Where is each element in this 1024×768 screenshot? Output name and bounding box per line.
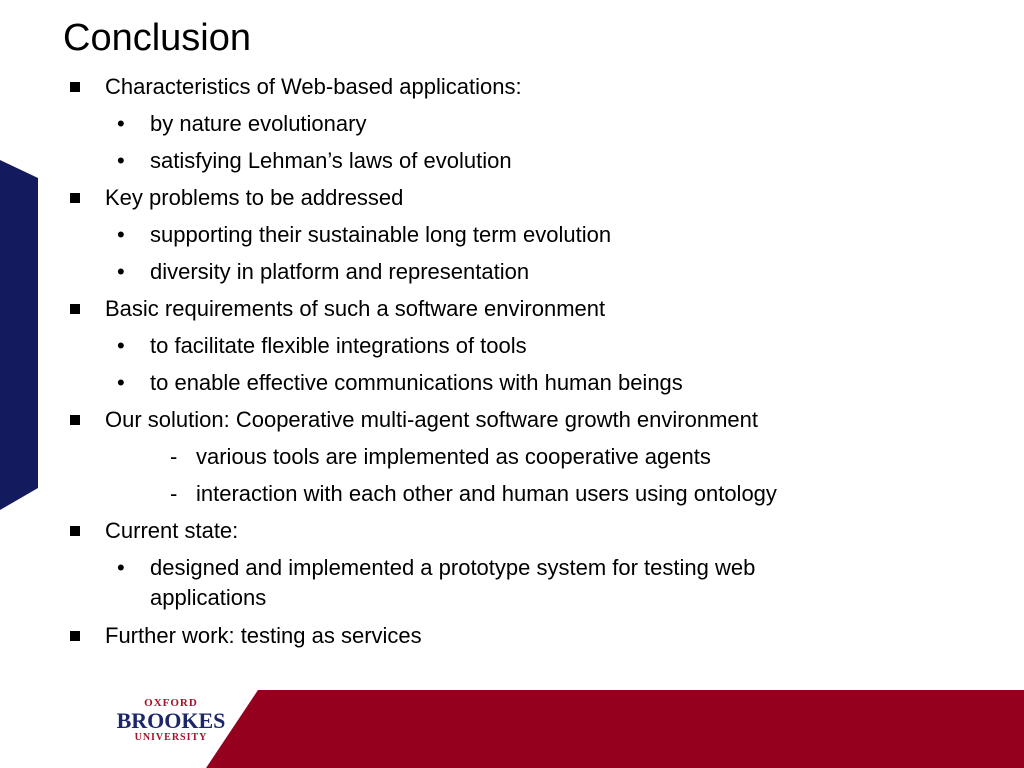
bullet-text: diversity in platform and representation (150, 259, 530, 284)
bullet-text: Key problems to be addressed (105, 185, 404, 210)
bullet-text: by nature evolutionary (150, 111, 367, 136)
bullet-text: Our solution: Cooperative multi-agent software growth environment (105, 407, 758, 432)
slide-title: Conclusion (63, 17, 251, 59)
dash-bullet-icon: - (170, 444, 178, 469)
bullet-text: to enable effective communications with human beings (150, 370, 683, 395)
dot-bullet-icon: • (117, 222, 125, 247)
logo-line-brookes: BROOKES (116, 708, 226, 733)
dot-bullet-icon: • (117, 148, 125, 173)
bullet-text: designed and implemented a prototype system for testing web applications (150, 555, 756, 610)
dot-bullet-icon: • (117, 111, 125, 136)
logo-line-oxford: OXFORD (144, 697, 198, 709)
bullet-text: Basic requirements of such a software environment (105, 296, 606, 321)
bullet-text: satisfying Lehman’s laws of evolution (150, 148, 512, 173)
dot-bullet-icon: • (117, 259, 125, 284)
bullet-text: various tools are implemented as cooperative agents (196, 444, 711, 469)
bullet-text: supporting their sustainable long term evolution (150, 222, 612, 247)
bullet-text: Characteristics of Web-based applications: (105, 74, 522, 99)
bullet-text: Current state: (105, 518, 239, 543)
bullet-text: Further work: testing as services (105, 623, 422, 648)
footer-band-shape (206, 690, 1024, 768)
dash-bullet-icon: - (170, 481, 178, 506)
dot-bullet-icon: • (117, 333, 125, 358)
dot-bullet-icon: • (117, 370, 125, 395)
oxford-brookes-logo (110, 696, 232, 744)
dot-bullet-icon: • (117, 555, 125, 580)
logo-line-university: UNIVERSITY (134, 732, 208, 743)
bullet-text: interaction with each other and human users using ontology (196, 481, 777, 506)
bullet-text: to facilitate flexible integrations of tools (150, 333, 527, 358)
